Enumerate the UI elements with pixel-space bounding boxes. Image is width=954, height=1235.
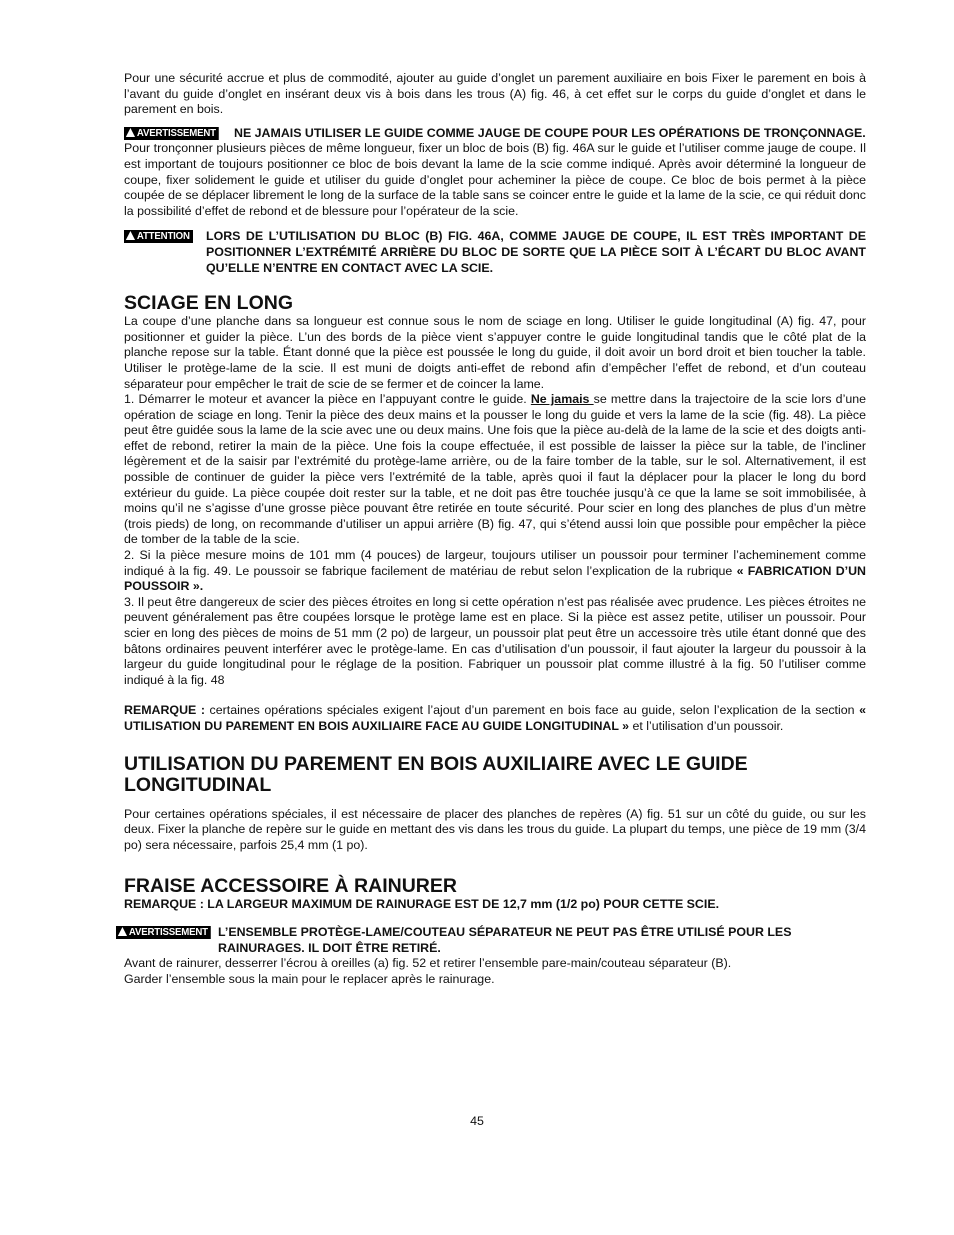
section-title-dado: FRAISE ACCESSOIRE À RAINURER	[124, 875, 457, 898]
warning-triangle-icon	[126, 231, 135, 240]
dado-paragraph-2: Garder l’ensemble sous la main pour le replacer après le rainurage.	[124, 971, 495, 986]
auxiliary-face-paragraph: Pour certaines opérations spéciales, il est nécessaire de placer des planches de repères (A) fig. 51 sur un côté du guide, ou sur les deux. Fixer la planche de repère sur le guide en mettant des vis dans les trous du guide. La plupart du temps, une pièce de 19 mm (3/4 po) sera nécessaire, parfois 25,4 mm (1 po).	[124, 806, 866, 852]
warning-text: L’ENSEMBLE PROTÈGE-LAME/COUTEAU SÉPARATEUR NE PEUT PAS ÊTRE UTILISÉ POUR LES RAINURAGES. IL DOIT ÊTRE RETIRÉ.	[218, 924, 792, 955]
rip-step-2: 2. Si la pièce mesure moins de 101 mm (4 pouces) de largeur, toujours utiliser un poussoir pour terminer l’acheminement comme indiqué à la fig. 49. Le poussoir se fabrique facilement de matériau de rebut selon l’explication de la rubrique « FABRICATION D’UN POUSSOIR ».	[124, 548, 867, 594]
intro-paragraph: Pour une sécurité accrue et plus de commodité, ajouter au guide d’onglet un parement auxiliaire en bois Fixer le parement en bois à l’avant du guide d’onglet en insérant deux vis à bois dans les trous (A) fig. 46, à cet effet sur le corps du guide d’onglet et dans le parement en bois.	[124, 71, 866, 117]
rip-step-1: 1. Démarrer le moteur et avancer la pièce en l’appuyant contre le guide. Ne jamais se mettre dans la trajectoire de la scie lors d’une opération de sciage en long. Tenir la pièce des deux mains et la pousser le long du guide et vers la lame de la scie (fig. 48). La pièce peut être guidée sous la lame de la scie avec une ou deux mains. Une fois que la pièce au-delà de la lame de la scie et des doigts anti-effet de rebond, retirer la main de la pièce. Une fois la coupe effectuée, il est possible de laisser la pièce sur la table, de l’incliner légèrement et de la saisir par l’extrémité du protège-lame arrière, ou de la faire tomber de la table, sur le sol. Alternativement, il est possible de continuer de guider la pièce vers l’extrémité de la table, après quoi il faut la déplacer pour la placer le long du bord extérieur du guide. La pièce coupée doit rester sur la table, et ne doit pas être touchée jusqu’à ce que la lame se soit immobilisée, à moins qu’il ne s’agisse d’une grosse pièce pouvant être retirée en toute sécurité. Pour scier en long des planches de plus d’un mètre (trois pieds) de long, on recommande d’utiliser un appui arrière (B) fig. 47, qui s’étend aussi loin que possible pour empêcher la pièce de tomber de la table de la scie.	[124, 392, 867, 547]
warning-triangle-icon	[118, 927, 127, 936]
warning-block-dado	[116, 925, 866, 956]
attention-badge: ATTENTION	[124, 230, 193, 243]
page-number: 45	[470, 1114, 484, 1128]
rip-step-3: 3. Il peut être dangereux de scier des pièces étroites en long si cette opération n’est pas réalisée avec prudence. Les pièces étroites ne peuvent généralement pas être coupées lorsque le protège lame est en place. Si la pièce est assez petite, utiliser un poussoir. Pour scier en long des pièces de moins de 51 mm (2 po) de largeur, un poussoir plat peut être un accessoire très utile étant donné que des bâtons ordinaires peuvent interférer avec le protège-lame. En cas d’utilisation d’un poussoir, il faut ajouter la largeur du poussoir à la largeur du guide longitudinal pour le réglage de la position. Fabriquer un poussoir plat comme illustré à la fig. 50 l’utiliser comme indiqué à la fig. 48	[124, 594, 866, 687]
warning-block-miter	[124, 126, 866, 142]
page-body	[124, 71, 866, 987]
section-title-rip: SCIAGE EN LONG	[124, 292, 294, 315]
dado-paragraph-1: Avant de rainurer, desserrer l’écrou à oreilles (a) fig. 52 et retirer l’ensemble pare-main/couteau séparateur (B).	[124, 956, 732, 971]
crosscut-paragraph: Pour tronçonner plusieurs pièces de même longueur, fixer un bloc de bois (B) fig. 46A sur le guide et l’utiliser comme jauge de coupe. Il est important de toujours positionner ce bloc de bois devant la lame de la scie comme indiqué. Après avoir déterminé la longueur de coupe, fixer solidement le guide et utiliser du guide d’onglet pour acheminer la pièce de coupe. Ce bloc de bois permet à la pièce coupée de se déplacer librement le long de la surface de la table sans se coincer entre le guide et la lame de la scie, ce qui réduit donc la possibilité d’effet de rebond et de blessure pour l’opérateur de la scie.	[124, 141, 866, 218]
warning-triangle-icon	[126, 128, 135, 137]
attention-block	[124, 229, 866, 276]
warning-text: NE JAMAIS UTILISER LE GUIDE COMME JAUGE DE COUPE POUR LES OPÉRATIONS DE TRONÇONNAGE.	[234, 125, 866, 140]
rip-paragraph: La coupe d’une planche dans sa longueur est connue sous le nom de sciage en long. Utiliser le guide longitudinal (A) fig. 47, pour positionner et guider la pièce. L’un des bords de la pièce vient s’appuyer contre le guide longitudinal tandis que le côté plat de la planche repose sur la table. Étant donné que la pièce est poussée le long du guide, il doit avoir un bord droit et bien toucher la table. Utiliser le protège-lame de la scie. Il est muni de doigts anti-effet de rebond afin d’empêcher l’effet de rebond, et d’un couteau séparateur pour empêcher le trait de scie de se fermer et de coincer la lame.	[124, 314, 866, 391]
warning-badge: AVERTISSEMENT	[124, 127, 219, 140]
never-emphasis: Ne jamais	[530, 392, 594, 407]
section-title-auxiliary-face: UTILISATION DU PAREMENT EN BOIS AUXILIAIRE AVEC LE GUIDE LONGITUDINAL	[124, 752, 748, 796]
dado-note: REMARQUE : LA LARGEUR MAXIMUM DE RAINURAGE EST DE 12,7 mm (1/2 po) POUR CETTE SCIE.	[124, 897, 720, 912]
attention-text: LORS DE L’UTILISATION DU BLOC (B) FIG. 46A, COMME JAUGE DE COUPE, IL EST TRÈS IMPORTANT DE POSITIONNER L’EXTRÉMITÉ ARRIÈRE DU BLOC DE SORTE QUE LA PIÈCE SOIT À L’ÉCART DU BLOC AVANT QU’ELLE N’ENTRE EN CONTACT AVEC LA SCIE.	[206, 229, 866, 275]
warning-badge: AVERTISSEMENT	[116, 926, 211, 939]
rip-note: REMARQUE : certaines opérations spéciales exigent l’ajout d’un parement en bois face au guide, selon l’explication de la section « UTILISATION DU PAREMENT EN BOIS AUXILIAIRE FACE AU GUIDE LONGITUDINAL » et l’utilisation d’un poussoir.	[124, 703, 866, 733]
